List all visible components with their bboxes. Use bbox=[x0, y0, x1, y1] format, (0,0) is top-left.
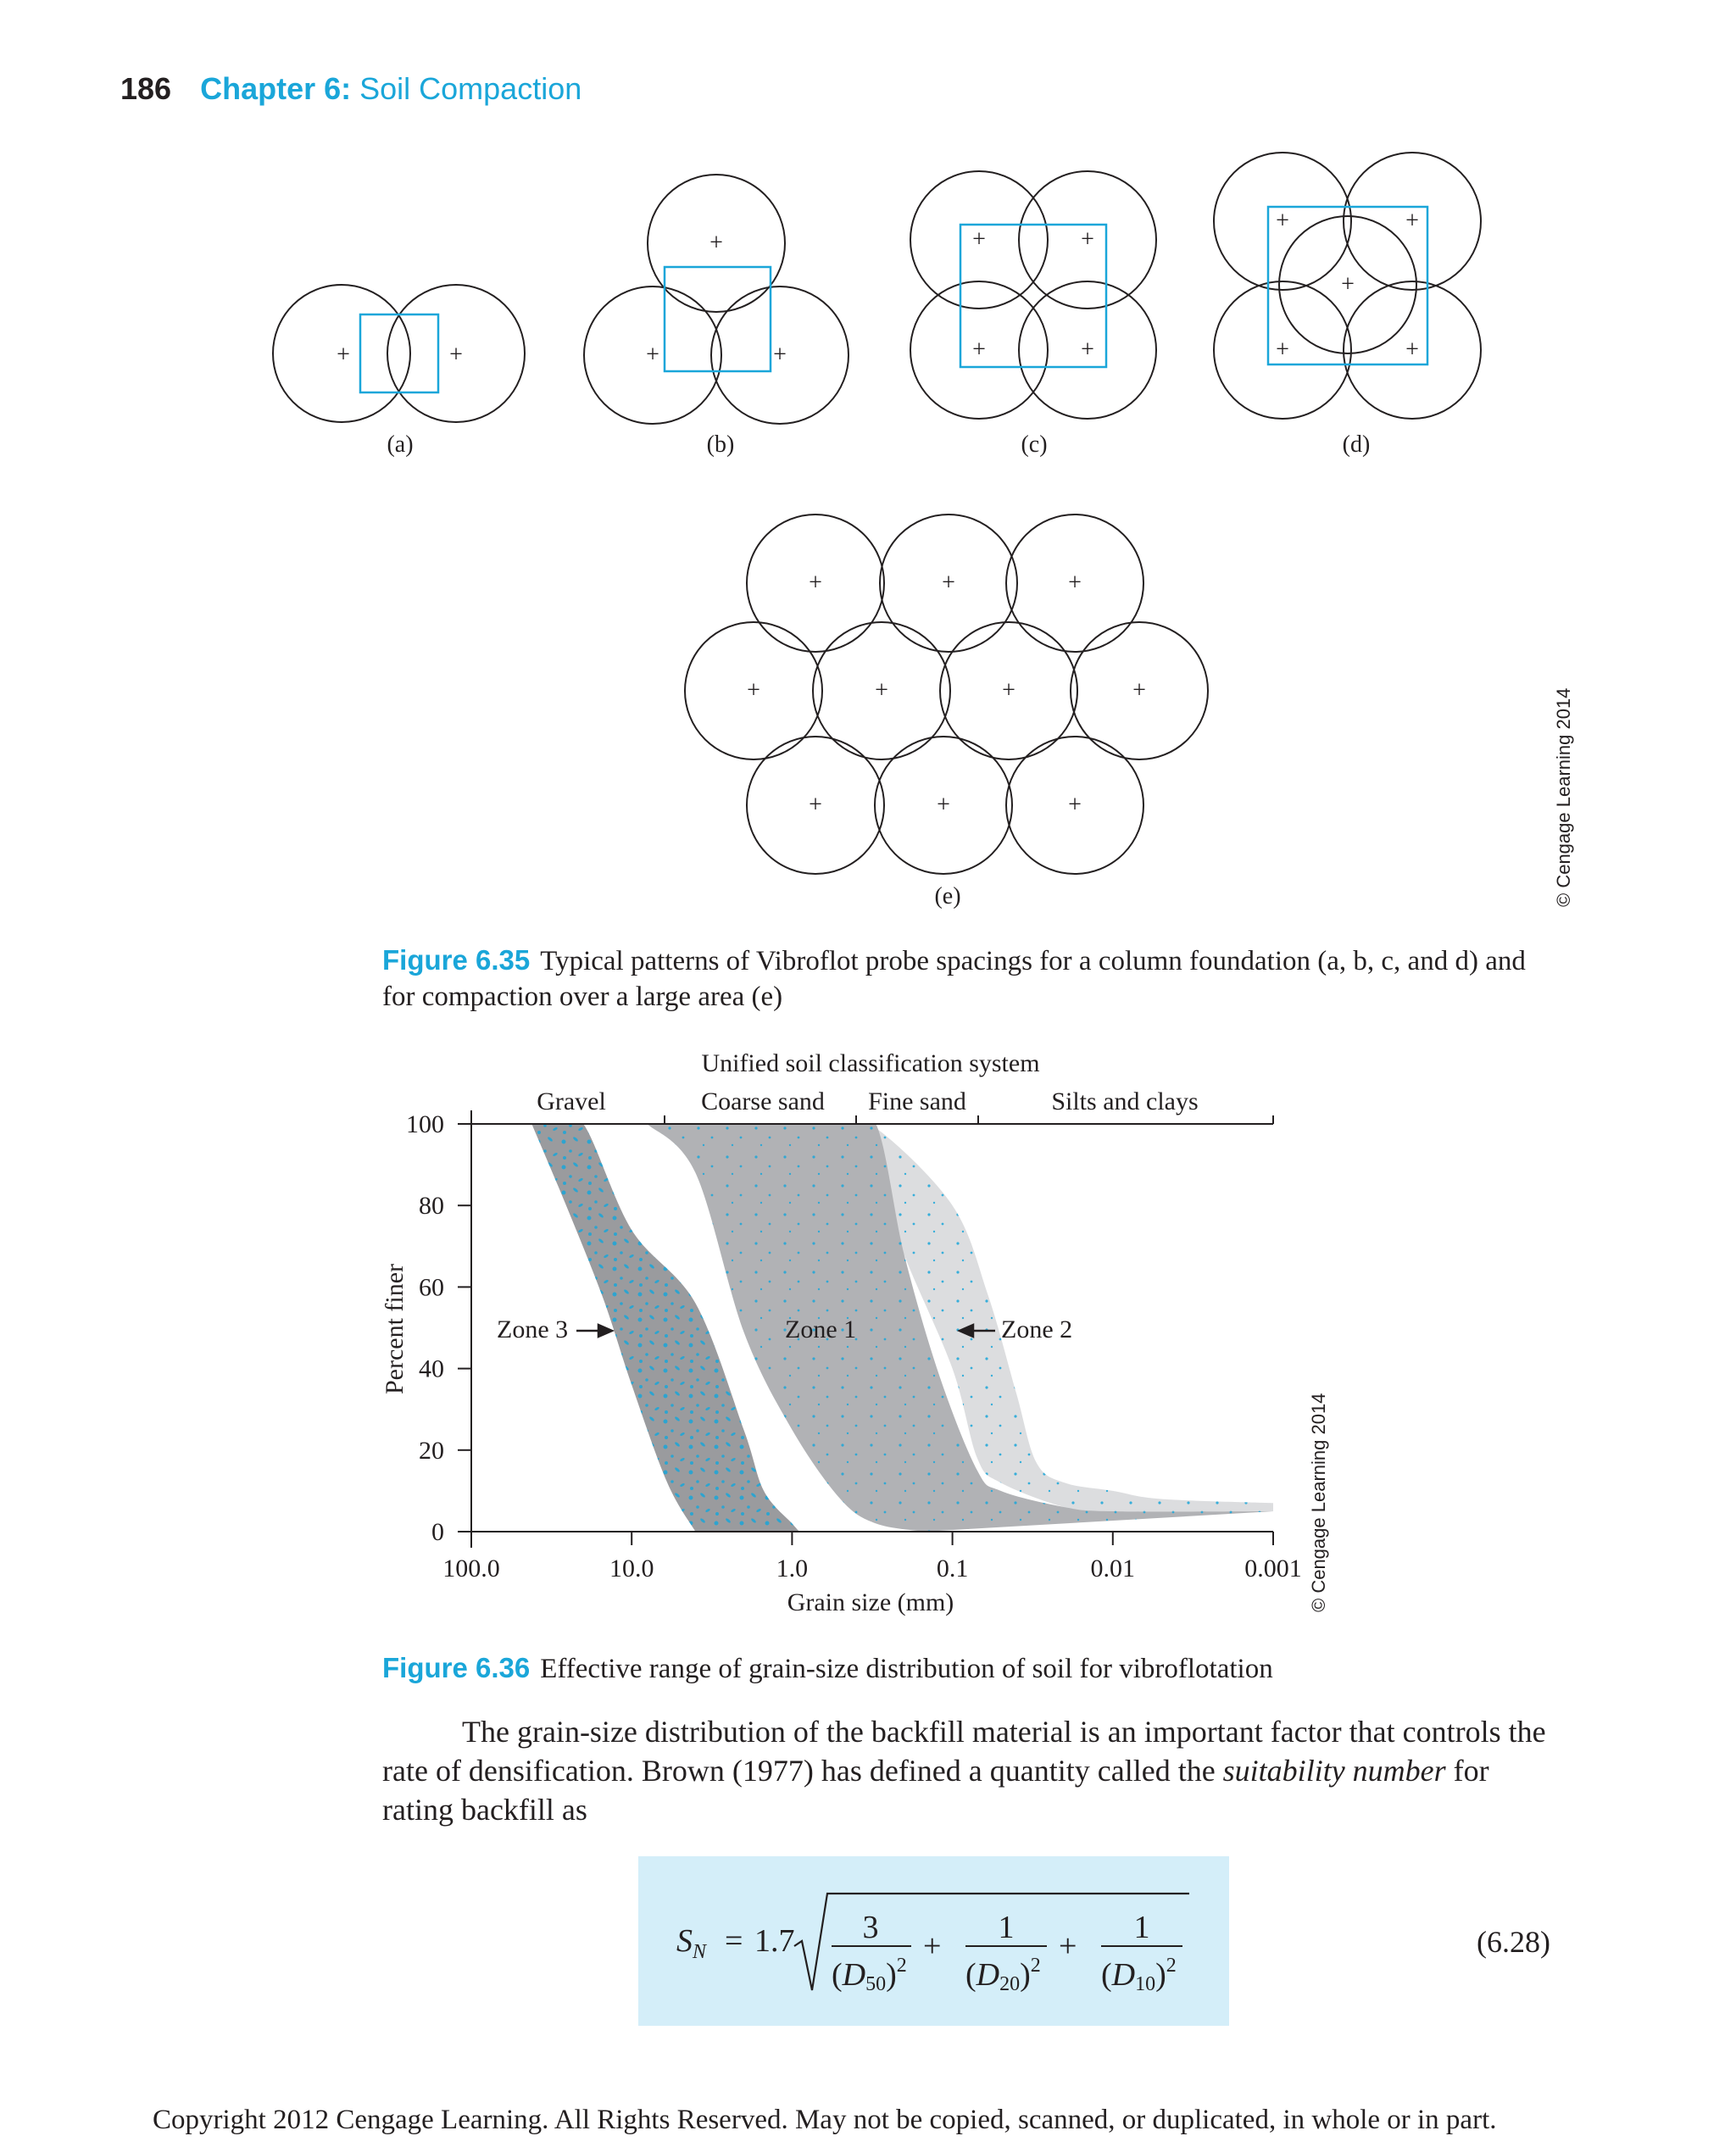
svg-text:(D10)2: $(D10)^2$ bbox=[1101, 1955, 1177, 1995]
chapter-label: Chapter 6: bbox=[200, 71, 352, 106]
x-tick-label: 0.1 bbox=[936, 1555, 969, 1582]
zone-2-label: Zone 2 bbox=[1001, 1315, 1073, 1343]
probe-marker: + bbox=[337, 342, 350, 368]
probe-marker: + bbox=[747, 677, 760, 704]
class-coarse-sand: Coarse sand bbox=[701, 1087, 825, 1115]
eq-exp-1: 2 bbox=[896, 1955, 907, 1977]
figure-credit: © Cengage Learning 2014 bbox=[1553, 687, 1574, 907]
y-tick-label: 80 bbox=[419, 1192, 444, 1221]
eq-num-2: 1 bbox=[998, 1910, 1015, 1945]
probe-marker: + bbox=[875, 677, 888, 704]
copyright-notice: Copyright 2012 Cengage Learning. All Rights Reserved. May not be copied, scanned, or duplicated, in whole or in part. bbox=[153, 2105, 1497, 2135]
eq-exp-3: 2 bbox=[1166, 1955, 1177, 1977]
x-tick-label: 0.001 bbox=[1244, 1555, 1302, 1582]
caption-label: Figure 6.35 bbox=[382, 944, 531, 976]
caption-text: Effective range of grain-size distribution of soil for vibroflotation bbox=[540, 1654, 1273, 1684]
probe-marker: + bbox=[773, 342, 787, 368]
probe-marker: + bbox=[937, 792, 950, 818]
eq-num-3: 1 bbox=[1133, 1910, 1150, 1945]
y-tick-label: 20 bbox=[419, 1436, 444, 1465]
body-paragraph bbox=[382, 1712, 1552, 1829]
svg-text:(D50)2: $(D50)^2$ bbox=[832, 1955, 907, 1995]
y-tick-label: 0 bbox=[431, 1518, 444, 1546]
class-fine-sand: Fine sand bbox=[868, 1087, 966, 1115]
eq-lhs-sub: N bbox=[693, 1941, 707, 1963]
probe-marker: + bbox=[646, 342, 659, 368]
x-tick-label: 1.0 bbox=[776, 1555, 809, 1582]
eq-exp-2: 2 bbox=[1030, 1955, 1041, 1977]
probe-marker: + bbox=[1068, 570, 1082, 596]
class-gravel: Gravel bbox=[537, 1087, 606, 1115]
eq-equals: = bbox=[725, 1923, 743, 1959]
eq-den-2: D bbox=[976, 1957, 1000, 1993]
caption-text: Typical patterns of Vibroflot probe spacings for a column foundation (a, b, c, and d) and for compaction over a large area (e) bbox=[382, 946, 1526, 1012]
probe-marker: + bbox=[972, 226, 986, 253]
body-text: The grain-size distribution of the backfill material is an important factor that controls the rate of densification. Brown (1977) has defined a quantity called the suitability number for rating backfill as bbox=[382, 1715, 1546, 1827]
sublabel-c: (c) bbox=[1021, 431, 1048, 458]
x-axis-label: Grain size (mm) bbox=[787, 1588, 954, 1616]
equation-box bbox=[638, 1856, 1229, 2026]
probe-marker: + bbox=[709, 230, 723, 256]
eq-coef: 1.7 bbox=[754, 1923, 795, 1959]
x-tick-label: 100.0 bbox=[442, 1555, 500, 1582]
figure-6-36-caption bbox=[382, 1650, 1561, 1687]
figure-credit: © Cengage Learning 2014 bbox=[1308, 1393, 1329, 1612]
probe-marker: + bbox=[1405, 337, 1419, 363]
y-tick-label: 60 bbox=[419, 1273, 444, 1302]
probe-marker: + bbox=[1132, 677, 1146, 704]
probe-marker: + bbox=[1341, 271, 1355, 298]
emphasis-term: suitability number bbox=[1222, 1754, 1446, 1788]
probe-marker: + bbox=[1002, 677, 1015, 704]
eq-lhs: S bbox=[676, 1923, 693, 1959]
equation bbox=[638, 1856, 1229, 2026]
equation-number: (6.28) bbox=[1477, 1925, 1550, 1959]
svg-text:(D20)2: $(D20)^2$ bbox=[965, 1955, 1041, 1995]
eq-den-sub-2: 20 bbox=[999, 1973, 1021, 1995]
eq-num-1: 3 bbox=[862, 1910, 879, 1945]
eq-den-3: D bbox=[1111, 1957, 1136, 1993]
probe-marker: + bbox=[1068, 792, 1082, 818]
probe-marker: + bbox=[809, 570, 822, 596]
figure-6-36-chart bbox=[0, 1034, 1736, 1627]
x-ticks bbox=[442, 1532, 1302, 1582]
svg-text:SN bbox=[676, 1923, 708, 1963]
page-number: 186 bbox=[120, 71, 172, 106]
zone-bands bbox=[471, 1115, 1273, 1532]
zone-1-label: Zone 1 bbox=[785, 1315, 857, 1343]
eq-den-sub-3: 10 bbox=[1135, 1973, 1156, 1995]
probe-marker: + bbox=[1276, 337, 1289, 363]
caption-label: Figure 6.36 bbox=[382, 1652, 531, 1683]
sublabel-d: (d) bbox=[1342, 431, 1371, 458]
probe-marker: + bbox=[1276, 208, 1289, 234]
y-axis-label: Percent finer bbox=[381, 1263, 409, 1395]
probe-marker: + bbox=[449, 342, 463, 368]
probe-marker: + bbox=[1081, 337, 1094, 363]
eq-plus-1: + bbox=[923, 1928, 942, 1964]
figure-6-35-caption bbox=[382, 943, 1561, 1015]
y-tick-label: 100 bbox=[406, 1110, 444, 1138]
y-ticks bbox=[406, 1110, 471, 1546]
probe-marker: + bbox=[1405, 208, 1419, 234]
y-tick-label: 40 bbox=[419, 1354, 444, 1383]
classification-title: Unified soil classification system bbox=[701, 1049, 1040, 1077]
probe-marker: + bbox=[1081, 226, 1094, 253]
x-tick-label: 10.0 bbox=[609, 1555, 654, 1582]
eq-den-1: D bbox=[842, 1957, 866, 1993]
sublabel-a: (a) bbox=[387, 431, 414, 458]
figure-6-35 bbox=[0, 0, 1736, 932]
x-tick-label: 0.01 bbox=[1090, 1555, 1136, 1582]
chapter-title: Soil Compaction bbox=[359, 71, 582, 106]
class-silts-clays: Silts and clays bbox=[1051, 1087, 1199, 1115]
probe-marker: + bbox=[809, 792, 822, 818]
eq-den-sub-1: 50 bbox=[865, 1973, 887, 1995]
sublabel-b: (b) bbox=[706, 431, 735, 458]
probe-marker: + bbox=[942, 570, 955, 596]
probe-marker: + bbox=[972, 337, 986, 363]
zone-3-label: Zone 3 bbox=[497, 1315, 569, 1343]
sublabel-e: (e) bbox=[934, 883, 961, 909]
eq-plus-2: + bbox=[1059, 1928, 1077, 1964]
